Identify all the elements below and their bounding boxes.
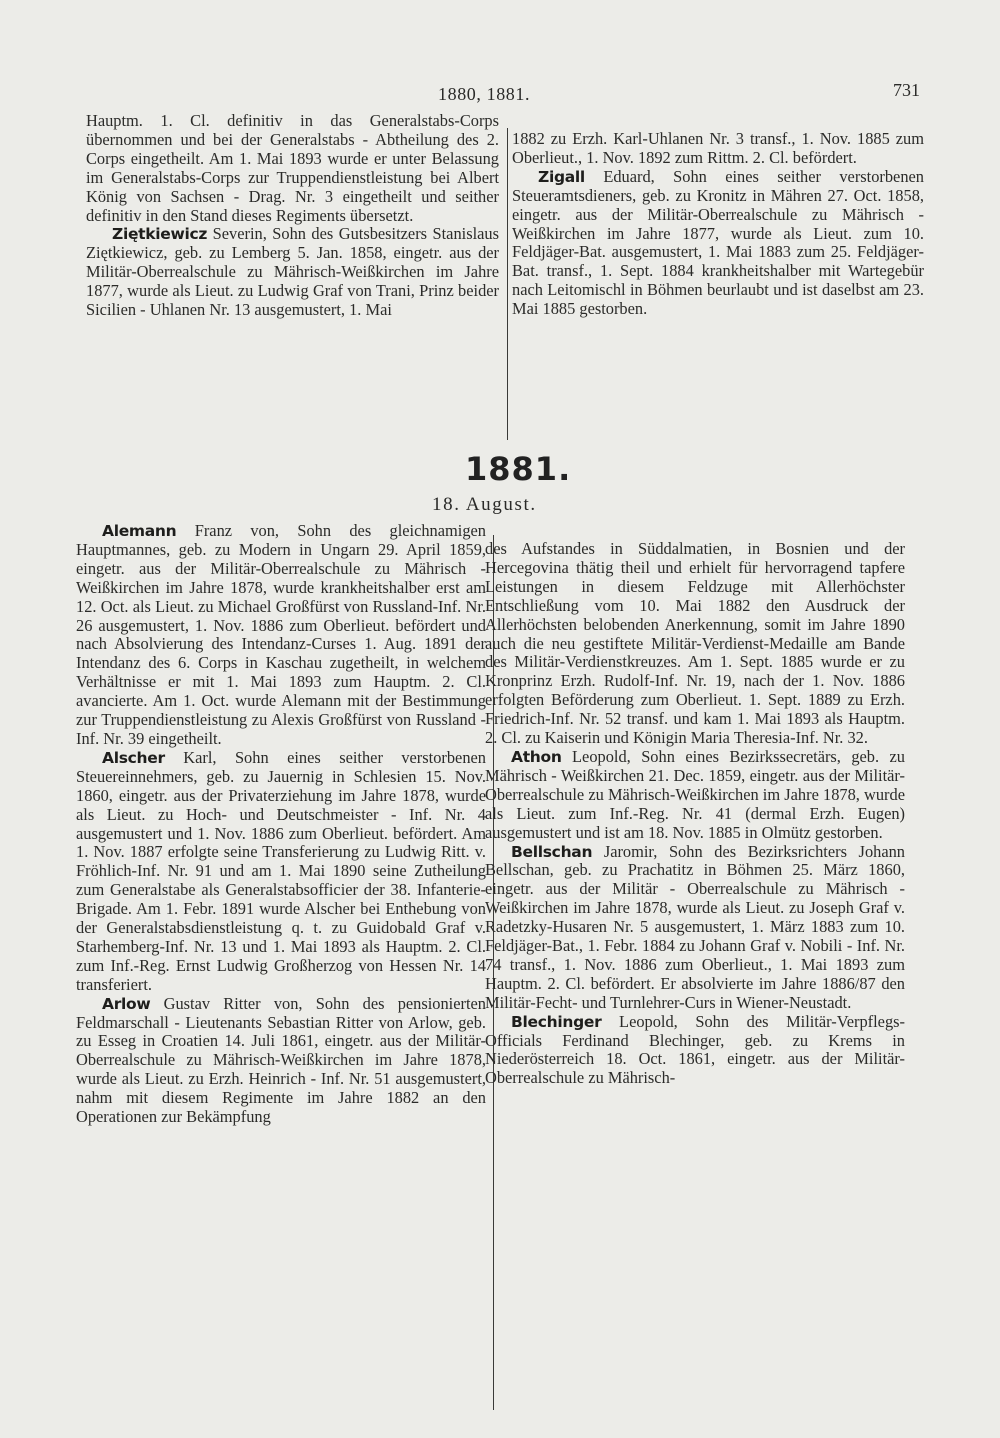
section-year-heading: 1881. (465, 450, 572, 488)
page-number: 731 (893, 80, 920, 100)
entry-arlow (76, 995, 486, 1127)
bottom-left-column (76, 522, 486, 1127)
top-right-column (512, 130, 924, 319)
entry-name: Athon (511, 747, 562, 766)
entry-text: Severin, Sohn des Gutsbesitzers Stanislaus Ziętkiewicz, geb. zu Lemberg 5. Jan. 1858, eingetr. aus der Militär-Oberrealschule zu Mährisch-Weißkirchen im Jahre 1877, wurde als Lieut. zu Ludwig Graf von Trani, Prinz beider Sicilien - Uhlanen Nr. 13 ausgemustert, 1. Mai (86, 224, 499, 320)
section-date-heading: 18. August. (432, 494, 537, 515)
entry-text: Gustav Ritter von, Sohn des pensionierten Feldmarschall - Lieutenants Sebastian Ritter von Arlow, geb. zu Esseg in Croatien 14. Juli 1861, eingetr. aus der Militär-Oberrealschule zu Mährisch-Weißkirchen im Jahre 1878, wurde als Lieut. zu Erzh. Heinrich - Inf. Nr. 51 ausgemustert, nahm mit diesem Regimente im Jahre 1882 an den Operationen zur Bekämpfung (76, 993, 486, 1127)
entry-text: Franz von, Sohn des gleichnamigen Hauptmannes, geb. zu Modern in Ungarn 29. April 1859, eingetr. aus der Militär-Oberrealschule zu Mährisch - Weißkirchen im Jahre 1878, wurde krankheitshalber erst am 12. Oct. als Lieut. zu Michael Großfürst von Russland-Inf. Nr. 26 ausgemustert, 1. Nov. 1886 zum Oberlieut. befördert und nach Absolvierung des Intendanz-Curses 1. Aug. 1891 der Intendanz des 6. Corps in Kaschau zugetheilt, in welchem Verhältnisse er mit 1. Mai 1893 zum Hauptm. 2. Cl. avancierte. Am 1. Oct. wurde Alemann mit der Bestimmung zur Truppendienstleistung zu Alexis Großfürst von Russland - Inf. Nr. 39 eingetheilt. (76, 521, 486, 748)
entry-zietkiewicz (86, 225, 499, 320)
entry-bellschan (485, 843, 905, 1013)
entry-alscher (76, 749, 486, 995)
entry-name: Ziętkiewicz (112, 225, 208, 244)
column-divider (507, 128, 508, 440)
entry-continuation: Hauptm. 1. Cl. definitiv in das Generalstabs-Corps übernommen und bei der Generalstabs - Abtheilung des 2. Corps eingetheilt. Am 1. Mai 1893 wurde er unter Belassung im Generalstabs-Corps zur Truppendienstleistung bei Albert König von Sachsen - Drag. Nr. 3 eingetheilt und seither definitiv in den Stand dieses Regiments übersetzt. (86, 111, 499, 225)
entry-text: Leopold, Sohn des Militär-Verpflegs-Officials Ferdinand Blechinger, geb. zu Krems in Niederösterreich 18. Oct. 1861, eingetr. aus der Militär-Oberrealschule zu Mährisch- (485, 1011, 905, 1088)
entry-name: Alscher (102, 748, 165, 767)
entry-name: Arlow (102, 994, 151, 1013)
entry-name: Zigall (538, 167, 585, 186)
entry-name: Blechinger (511, 1012, 602, 1031)
entry-zigall (512, 168, 924, 319)
running-head (0, 80, 1000, 114)
entry-text: Eduard, Sohn eines seither verstorbenen Steueramtsdieners, geb. zu Kronitz in Mähren 27. Oct. 1858, eingetr. aus der Militär-Oberrealschule zu Mährisch - Weißkirchen im Jahre 1877, wurde als Lieut. zum 10. Feldjäger-Bat. ausgemustert, 1. Mai 1883 zum 25. Feldjäger-Bat. transf., 1. Sept. 1884 krankheitshalber mit Wartegebür nach Leitomischl in Böhmen beurlaubt und ist daselbst am 23. Mai 1885 gestorben. (512, 166, 924, 319)
top-left-column (86, 112, 499, 320)
entry-continuation: des Aufstandes in Süddalmatien, in Bosnien und der Hercegovina thätig theil und erhielt für hervorragend tapfere Leistungen in diesem Feldzuge mit Allerhöchster Entschließung vom 10. Mai 1882 den Ausdruck der Allerhöchsten belobenden Anerkennung, somit im Jahre 1890 auch die neu gestiftete Militär-Verdienst-Medaille am Bande des Militär-Verdienstkreuzes. Am 1. Sept. 1885 wurde er zu Kronprinz Erzh. Rudolf-Inf. Nr. 19, nach der 1. Nov. 1886 erfolgten Beförderung zum Oberlieut. 1. Sept. 1889 zu Erzh. Friedrich-Inf. Nr. 52 transf. und kam 1. Mai 1893 als Hauptm. 2. Cl. zu Kaiserin und Königin Maria Theresia-Inf. Nr. 32. (485, 539, 905, 748)
entry-text: Jaromir, Sohn des Bezirksrichters Johann Bellschan, geb. zu Prachatitz in Böhmen 25. März 1860, eingetr. aus der Militär - Oberrealschule zu Mährisch - Weißkirchen im Jahre 1878, wurde als Lieut. zu Joseph Graf v. Radetzky-Husaren Nr. 5 ausgemustert, 1. März 1883 zum 10. Feldjäger-Bat., 1. Febr. 1884 zu Johann Graf v. Nobili - Inf. Nr. 74 transf., 1. Nov. 1886 zum Oberlieut., 1. Mai 1893 zum Hauptm. 2. Cl. befördert. Er absolvierte im Jahre 1886/87 den Militär-Fecht- und Turnlehrer-Curs in Wiener-Neustadt. (485, 841, 905, 1012)
entry-continuation: 1882 zu Erzh. Karl-Uhlanen Nr. 3 transf., 1. Nov. 1885 zum Oberlieut., 1. Nov. 1892 zum Rittm. 2. Cl. befördert. (512, 129, 924, 167)
bottom-right-column (485, 540, 905, 1088)
entry-name: Bellschan (511, 842, 593, 861)
entry-blechinger (485, 1013, 905, 1089)
entry-alemann (76, 522, 486, 749)
entry-text: Karl, Sohn eines seither verstorbenen Steuereinnehmers, geb. zu Jauernig in Schlesien 15. Nov. 1860, eingetr. aus der Privaterziehung im Jahre 1878, wurde als Lieut. zu Hoch- und Deutschmeister - Inf. Nr. 4 ausgemustert und 1. Nov. 1886 zum Oberlieut. befördert. Am 1. Nov. 1887 erfolgte seine Transferierung zu Ludwig Ritt. v. Fröhlich-Inf. Nr. 91 und am 1. Mai 1890 seine Zutheilung zum Generalstabe als Generalstabsofficier der 38. Infanterie-Brigade. Am 1. Febr. 1891 wurde Alscher bei Enthebung von der Generalstabsdienstleistung q. t. zu Guidobald Graf v. Starhemberg-Inf. Nr. 13 und 1. Mai 1893 als Hauptm. 2. Cl. zum Inf.-Reg. Ernst Ludwig Großherzog von Hessen Nr. 14 transferiert. (76, 747, 486, 994)
entry-name: Alemann (102, 522, 177, 540)
entry-athon (485, 748, 905, 843)
entry-text: Leopold, Sohn eines Bezirkssecretärs, geb. zu Mährisch - Weißkirchen 21. Dec. 1859, eingetr. aus der Militär-Oberrealschule zu Mährisch-Weißkirchen im Jahre 1878, wurde als Lieut. zum Inf.-Reg. Nr. 41 (dermal Erzh. Eugen) ausgemustert und ist am 18. Nov. 1885 in Olmütz gestorben. (485, 746, 905, 842)
running-head-years: 1880, 1881. (438, 84, 531, 104)
